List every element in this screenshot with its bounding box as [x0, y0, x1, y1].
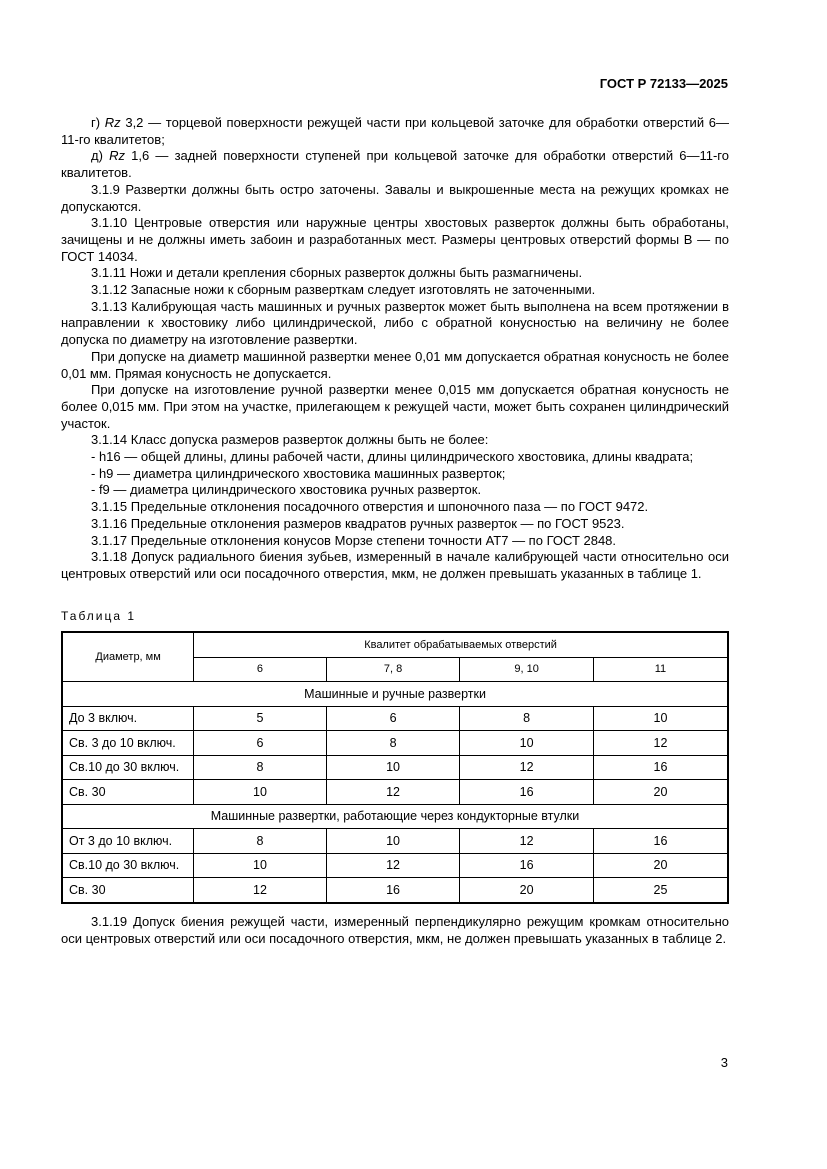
paragraph-3-1-10: 3.1.10 Центровые отверстия или наружные центры хвостовых разверток должны быть обработаны, зачищены и не должны иметь забоин и разработанных мест. Размеры центровых отверстий формы В — по ГОСТ 14034. [61, 215, 729, 264]
diameter-header: Диаметр, мм [62, 632, 194, 682]
paragraph-3-1-12: 3.1.12 Запасные ножи к сборным разверткам следует изготовлять не заточенными. [91, 282, 596, 298]
value-cell: 16 [460, 780, 594, 805]
value-cell: 10 [194, 780, 327, 805]
value-cell: 12 [460, 755, 594, 780]
value-cell: 16 [593, 755, 728, 780]
value-cell: 5 [194, 706, 327, 731]
diameter-cell: От 3 до 10 включ. [62, 829, 194, 854]
document-id: ГОСТ Р 72133—2025 [599, 76, 728, 91]
paragraph-3-1-18: 3.1.18 Допуск радиального биения зубьев, измеренный в начале калибрующей части относительно оси центровых отверстий или оси посадочного отверстия, мкм, не должен превышать указанных в таблице 1. [61, 549, 729, 581]
value-cell: 20 [593, 853, 728, 878]
paragraph-d: д) Rz 1,6 — задней поверхности ступеней при кольцевой заточке для обработки отверстий 6—11-го квалитетов. [61, 148, 729, 181]
value-cell: 10 [326, 755, 460, 780]
diameter-cell: Св.10 до 30 включ. [62, 853, 194, 878]
value-cell: 8 [460, 706, 594, 731]
paragraph-hand-tolerance: При допуске на изготовление ручной развертки менее 0,015 мм допускается обратная конусность не более 0,015 мм. При этом на участке, прилегающем к режущей части, может быть сохранен цилиндрический участок. [61, 382, 729, 431]
paragraph-3-1-19: 3.1.19 Допуск биения режущей части, измеренный перпендикулярно режущим кромкам относительно оси центровых отверстий или оси посадочного отверстия, мкм, не должен превышать указанных в таблице 2. [61, 914, 729, 946]
value-cell: 10 [326, 829, 460, 854]
value-cell: 12 [326, 780, 460, 805]
table-row [62, 706, 728, 731]
diameter-cell: Св. 30 [62, 878, 194, 903]
value-cell: 6 [326, 706, 460, 731]
paragraph-3-1-14: 3.1.14 Класс допуска размеров разверток должны быть не более: [91, 432, 489, 448]
section-title: Машинные развертки, работающие через кондукторные втулки [62, 804, 728, 829]
list-item-h9: - h9 — диаметра цилиндрического хвостовика машинных разверток; [91, 465, 506, 481]
section-title: Машинные и ручные развертки [62, 682, 728, 707]
table-1 [61, 631, 729, 904]
value-cell: 16 [326, 878, 460, 903]
table-caption: Таблица 1 [61, 609, 137, 623]
list-item-h16: - h16 — общей длины, длины рабочей части, длины цилиндрического хвостовика, длины квадрата; [91, 449, 694, 465]
table-row [62, 829, 728, 854]
value-cell: 16 [460, 853, 594, 878]
paragraph-machine-tolerance: При допуске на диаметр машинной развертки менее 0,01 мм допускается обратная конусность не более 0,01 мм. Прямая конусность не допускается. [61, 348, 729, 381]
diameter-cell: Св. 30 [62, 780, 194, 805]
table-row [62, 780, 728, 805]
value-cell: 16 [593, 829, 728, 854]
value-cell: 20 [593, 780, 728, 805]
diameter-cell: До 3 включ. [62, 706, 194, 731]
column-header: 9, 10 [460, 657, 594, 682]
value-cell: 10 [194, 853, 327, 878]
value-cell: 10 [460, 731, 594, 756]
paragraph-3-1-15: 3.1.15 Предельные отклонения посадочного отверстия и шпоночного паза — по ГОСТ 9472. [91, 499, 649, 515]
value-cell: 8 [326, 731, 460, 756]
value-cell: 8 [194, 829, 327, 854]
table-row [62, 731, 728, 756]
paragraph-3-1-17: 3.1.17 Предельные отклонения конусов Морзе степени точности АТ7 — по ГОСТ 2848. [91, 532, 617, 548]
paragraph-3-1-16: 3.1.16 Предельные отклонения размеров квадратов ручных разверток — по ГОСТ 9523. [91, 515, 625, 531]
value-cell: 12 [194, 878, 327, 903]
body-text [61, 115, 729, 583]
group-header: Квалитет обрабатываемых отверстий [194, 632, 728, 657]
table-row [62, 853, 728, 878]
paragraph-3-1-11: 3.1.11 Ножи и детали крепления сборных разверток должны быть размагничены. [91, 265, 583, 281]
paragraph-3-1-13: 3.1.13 Калибрующая часть машинных и ручных разверток может быть выполнена на всем протяжении в направлении к хвостовику либо цилиндрической, либо с обратной конусностью на величину не более допуска по диаметру на изготовление развертки. [61, 298, 729, 348]
value-cell: 25 [593, 878, 728, 903]
table-row [62, 878, 728, 903]
value-cell: 12 [593, 731, 728, 756]
paragraph-g: г) Rz 3,2 — торцевой поверхности режущей части при кольцевой заточке для обработки отверстий 6—11-го квалитетов; [61, 115, 729, 147]
column-header: 7, 8 [326, 657, 460, 682]
body-text-after-table [61, 914, 729, 947]
paragraph-3-1-9: 3.1.9 Развертки должны быть остро заточены. Завалы и выкрошенные места на режущих кромках не допускаются. [61, 181, 729, 214]
table-row [62, 755, 728, 780]
value-cell: 6 [194, 731, 327, 756]
diameter-cell: Св. 3 до 10 включ. [62, 731, 194, 756]
value-cell: 20 [460, 878, 594, 903]
value-cell: 12 [326, 853, 460, 878]
column-header: 11 [593, 657, 728, 682]
value-cell: 12 [460, 829, 594, 854]
list-item-f9: - f9 — диаметра цилиндрического хвостовика ручных разверток. [91, 482, 482, 498]
value-cell: 8 [194, 755, 327, 780]
page-number: 3 [720, 1055, 728, 1070]
column-header: 6 [194, 657, 327, 682]
diameter-cell: Св.10 до 30 включ. [62, 755, 194, 780]
value-cell: 10 [593, 706, 728, 731]
